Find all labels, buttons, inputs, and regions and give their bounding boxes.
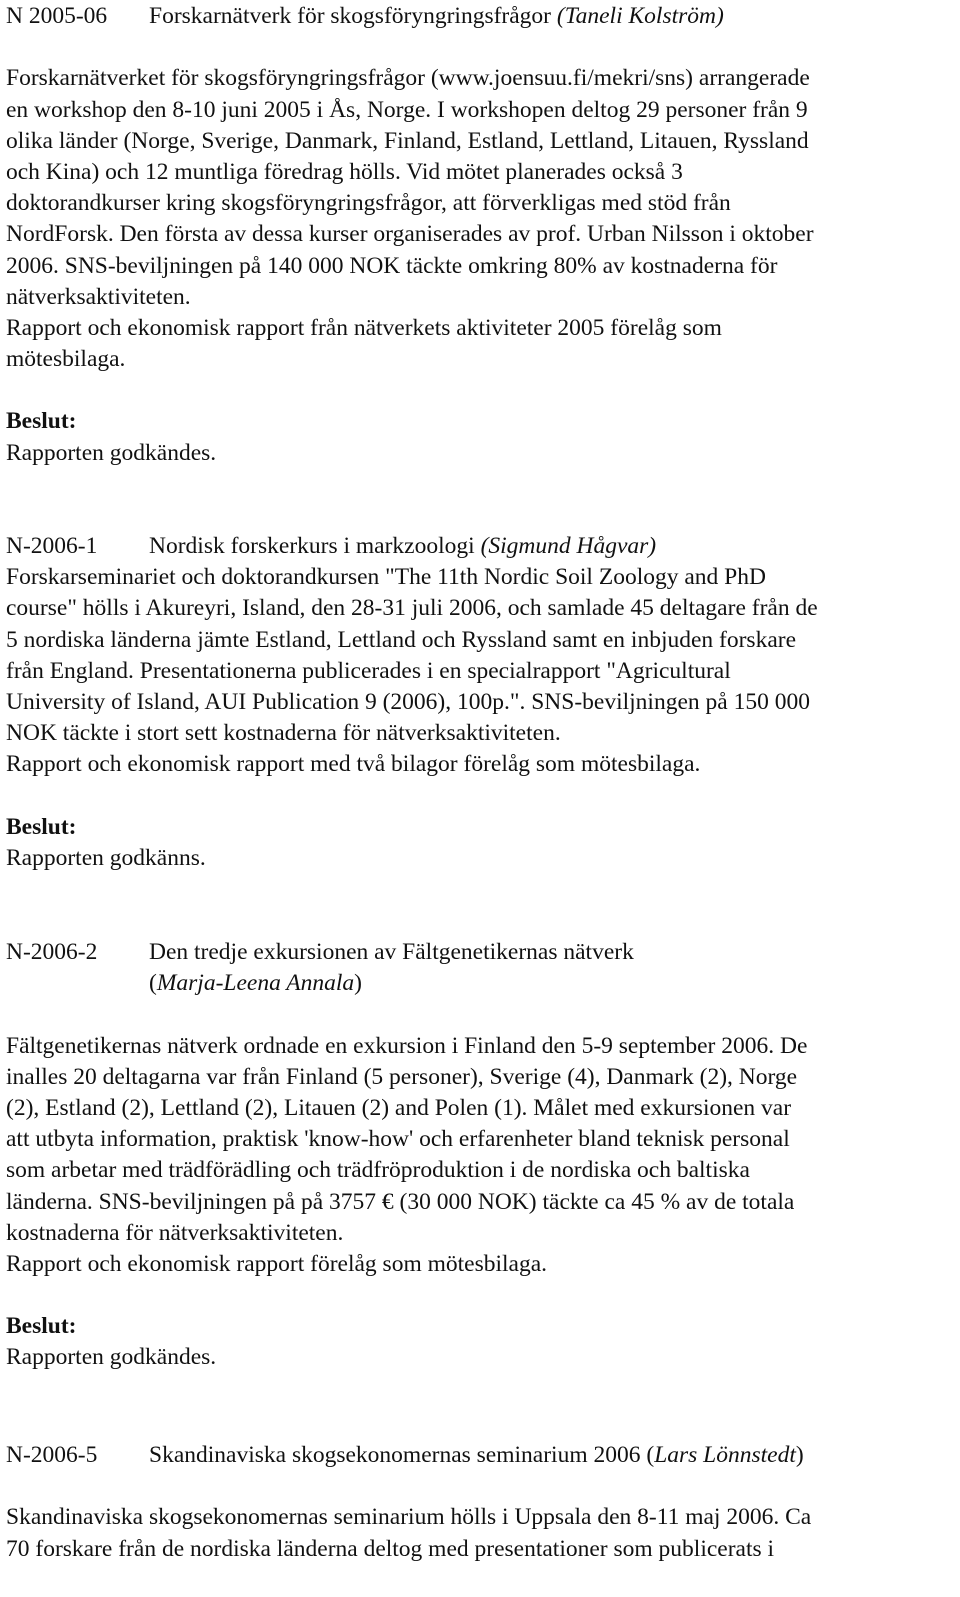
body-line: länderna. SNS-beviljningen på på 3757 € (30 000 NOK) täckte ca 45 % av de totala — [6, 1188, 795, 1215]
body-line: kostnaderna för nätverksaktiviteten. — [6, 1219, 344, 1246]
section-heading — [6, 937, 954, 999]
section-code: N-2006-2 — [6, 939, 98, 965]
body-line: en workshop den 8-10 juni 2005 i Ås, Norge. I workshopen deltog 29 personer från 9 — [6, 96, 808, 123]
section-author-line: (Marja-Leena Annala) — [149, 970, 362, 997]
body-line: Rapport och ekonomisk rapport från nätverkets aktiviteter 2005 förelåg som — [6, 314, 722, 341]
decision-label: Beslut: — [6, 813, 77, 840]
body-line: Fältgenetikernas nätverk ordnade en exkursion i Finland den 5-9 september 2006. De — [6, 1032, 808, 1059]
body-line: från England. Presentationerna publicerades i en specialrapport "Agricultural — [6, 657, 731, 684]
body-line: Skandinaviska skogsekonomernas seminarium hölls i Uppsala den 8-11 maj 2006. Ca — [6, 1504, 812, 1531]
section-n-2006-1 — [6, 531, 954, 874]
body-line: olika länder (Norge, Sverige, Danmark, Finland, Estland, Lettland, Litauen, Ryssland — [6, 127, 809, 154]
body-line: Rapport och ekonomisk rapport med två bilagor förelåg som mötesbilaga. — [6, 751, 701, 778]
body-line: att utbyta information, praktisk 'know-how' och erfarenheter bland teknisk personal — [6, 1126, 790, 1153]
body-line: 70 forskare från de nordiska länderna deltog med presentationer som publicerats i — [6, 1535, 775, 1562]
decision-label: Beslut: — [6, 1313, 77, 1340]
body-line: mötesbilaga. — [6, 346, 126, 373]
section-title: Skandinaviska skogsekonomernas seminarium 2006 (Lars Lönnstedt) — [149, 1442, 804, 1468]
decision-text: Rapporten godkändes. — [6, 1344, 217, 1371]
section-n-2005-06 — [6, 1, 954, 469]
section-author: (Sigmund Hågvar) — [480, 533, 657, 559]
body-line: NordForsk. Den första av dessa kurser organiserades av prof. Urban Nilsson i oktober — [6, 221, 814, 248]
decision-text: Rapporten godkändes. — [6, 439, 217, 466]
section-code: N-2006-5 — [6, 1442, 98, 1468]
section-author: Marja-Leena Annala — [156, 970, 355, 997]
body-line: inalles 20 deltagarna var från Finland (5 personer), Sverige (4), Danmark (2), Norge — [6, 1063, 798, 1090]
section-code: N-2006-1 — [6, 533, 98, 559]
body-line: Forskarseminariet och doktorandkursen "The 11th Nordic Soil Zoology and PhD — [6, 564, 766, 591]
body-line: NOK täckte i stort sett kostnaderna för nätverksaktiviteten. — [6, 720, 561, 747]
body-line: Forskarnätverket för skogsföryngringsfrågor (www.joensuu.fi/mekri/sns) arrangerade — [6, 65, 810, 92]
body-line: doktorandkurser kring skogsföryngringsfrågor, att förverkligas med stöd från — [6, 190, 731, 217]
body-line: nätverksaktiviteten. — [6, 283, 191, 310]
section-heading — [6, 1440, 954, 1471]
section-author: Lars Lönnstedt — [654, 1442, 796, 1468]
body-line: (2), Estland (2), Lettland (2), Litauen (2) and Polen (1). Målet med exkursionen var — [6, 1094, 792, 1121]
section-heading — [6, 1, 954, 32]
section-title: Den tredje exkursionen av Fältgenetikernas nätverk — [149, 939, 634, 965]
body-line: 5 nordiska länderna jämte Estland, Lettland och Ryssland samt en inbjuden forskare — [6, 626, 797, 653]
section-title: Nordisk forskerkurs i markzoologi (Sigmund Hågvar) — [149, 533, 657, 559]
section-heading — [6, 531, 954, 562]
section-n-2006-2 — [6, 937, 954, 1374]
body-line: course" hölls i Akureyri, Island, den 28-31 juli 2006, och samlade 45 deltagare från de — [6, 595, 818, 622]
body-line: 2006. SNS-beviljningen på 140 000 NOK täckte omkring 80% av kostnaderna för — [6, 252, 778, 279]
body-line: Rapport och ekonomisk rapport förelåg som mötesbilaga. — [6, 1250, 548, 1277]
section-n-2006-5 — [6, 1440, 954, 1565]
section-author: (Taneli Kolström) — [556, 3, 724, 29]
decision-text: Rapporten godkänns. — [6, 844, 206, 871]
section-code: N 2005-06 — [6, 3, 108, 29]
body-line: som arbetar med trädförädling och trädfröproduktion i de nordiska och baltiska — [6, 1157, 750, 1184]
body-line: University of Island, AUI Publication 9 (2006), 100p.". SNS-beviljningen på 150 000 — [6, 688, 810, 715]
section-title: Forskarnätverk för skogsföryngringsfrågor (Taneli Kolström) — [149, 3, 724, 29]
body-line: och Kina) och 12 muntliga föredrag hölls. Vid mötet planerades också 3 — [6, 158, 683, 185]
decision-label: Beslut: — [6, 408, 77, 435]
